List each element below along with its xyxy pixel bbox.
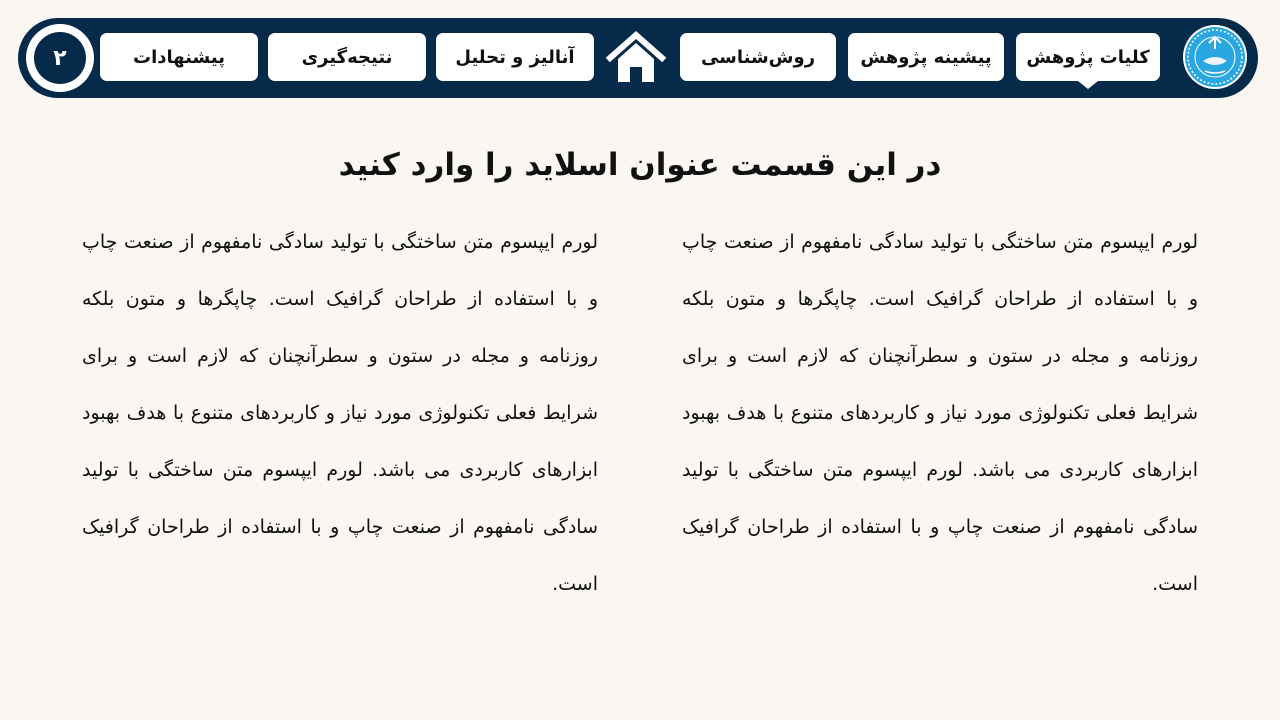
nav-tab-methodology[interactable] [680, 33, 836, 81]
nav-tab-literature-review[interactable] [848, 33, 1004, 81]
nav-tab-label: پیشنهادات [133, 46, 225, 68]
university-logo [1183, 25, 1247, 89]
nav-tab-conclusion[interactable] [268, 33, 426, 81]
top-navigation-bar [18, 18, 1258, 98]
home-button[interactable] [606, 30, 666, 86]
nav-tab-suggestions[interactable] [100, 33, 258, 81]
slide-title: در این قسمت عنوان اسلاید را وارد کنید [338, 147, 942, 183]
nav-tab-analysis[interactable] [436, 33, 594, 81]
nav-tab-overview[interactable] [1016, 33, 1160, 81]
nav-tab-label: روش‌شناسی [700, 46, 816, 68]
nav-tab-label: نتیجه‌گیری [301, 46, 393, 68]
text-column-right: لورم ایپسوم متن ساختگی با تولید سادگی نامفهوم از صنعت چاپ و با استفاده از طراحان گرافیک است. چاپگرها و متون بلکه روزنامه و مجله در ستون و سطرآنچنان که لازم است و برای شرایط فعلی تکنولوژی مورد نیاز و کاربردهای متنوع با هدف بهبود ابزارهای کاربردی می باشد. لورم ایپسوم متن ساختگی با تولید سادگی نامفهوم از صنعت چاپ و با استفاده از طراحان گرافیک است. [682, 231, 1198, 595]
page-number-badge [26, 24, 94, 92]
nav-tab-label: پیشینه پژوهش [860, 46, 992, 68]
logo-emblem-icon [1183, 25, 1247, 89]
text-column-left: لورم ایپسوم متن ساختگی با تولید سادگی نامفهوم از صنعت چاپ و با استفاده از طراحان گرافیک است. چاپگرها و متون بلکه روزنامه و مجله در ستون و سطرآنچنان که لازم است و برای شرایط فعلی تکنولوژی مورد نیاز و کاربردهای متنوع با هدف بهبود ابزارهای کاربردی می باشد. لورم ایپسوم متن ساختگی با تولید سادگی نامفهوم از صنعت چاپ و با استفاده از طراحان گرافیک است. [82, 231, 598, 595]
nav-tab-label: کلیات پژوهش [1026, 46, 1150, 68]
home-icon [606, 30, 666, 86]
nav-tab-label: آنالیز و تحلیل [455, 46, 575, 68]
page-number: ۲ [34, 32, 86, 84]
